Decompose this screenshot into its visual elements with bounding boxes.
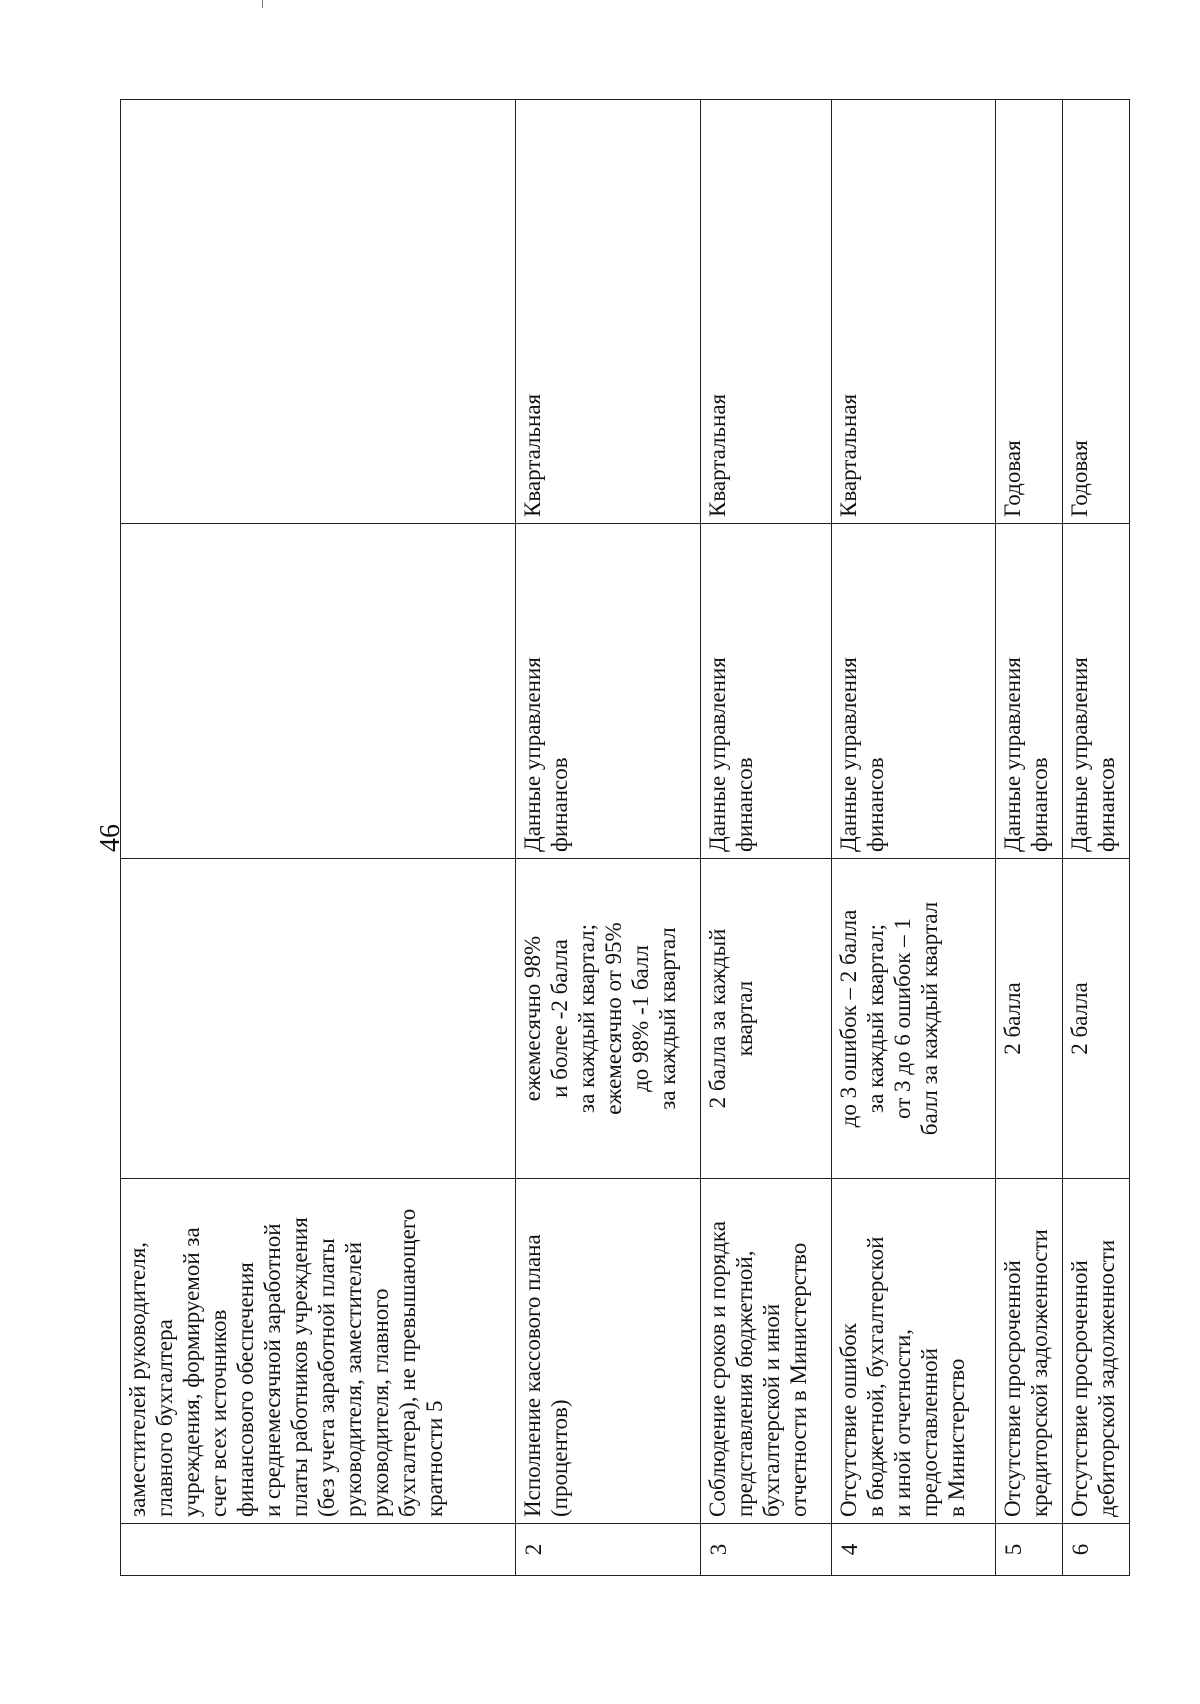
period-cell: Квартальная bbox=[832, 100, 996, 524]
score-cell: 2 балла bbox=[1063, 859, 1130, 1179]
row-number-cell: 6 bbox=[1063, 1524, 1130, 1576]
source-cell: Данные управления финансов bbox=[700, 524, 832, 859]
score-cell: до 3 ошибок – 2 балла за каждый квартал; от 3 до 6 ошибок – 1 балл за каждый квартал bbox=[832, 859, 996, 1179]
period-cell: Годовая bbox=[996, 100, 1063, 524]
table-row bbox=[1063, 100, 1130, 1576]
source-cell: Данные управления финансов bbox=[1063, 524, 1130, 859]
criterion-cell: Отсутствие просроченной дебиторской задолженности bbox=[1063, 1179, 1130, 1524]
row-number-cell: 4 bbox=[832, 1524, 996, 1576]
table-rotated-wrapper bbox=[120, 100, 1130, 1576]
source-cell: Данные управления финансов bbox=[515, 524, 700, 859]
criterion-cell: Отсутствие просроченной кредиторской задолженности bbox=[996, 1179, 1063, 1524]
score-cell: 2 балла за каждый квартал bbox=[700, 859, 832, 1179]
table-row bbox=[996, 100, 1063, 1576]
table-row bbox=[832, 100, 996, 1576]
criterion-cell: Отсутствие ошибок в бюджетной, бухгалтерской и иной отчетности, предоставленной в Министерство bbox=[832, 1179, 996, 1524]
criteria-table bbox=[120, 99, 1130, 1576]
score-cell: 2 балла bbox=[996, 859, 1063, 1179]
criterion-cell: Соблюдение сроков и порядка представления бюджетной, бухгалтерской и иной отчетности в Министерство bbox=[700, 1179, 832, 1524]
source-cell: Данные управления финансов bbox=[832, 524, 996, 859]
period-cell: Квартальная bbox=[700, 100, 832, 524]
row-number-cell: 3 bbox=[700, 1524, 832, 1576]
table-row bbox=[121, 100, 516, 1576]
period-cell: Квартальная bbox=[515, 100, 700, 524]
table-row bbox=[515, 100, 700, 1576]
period-cell bbox=[121, 100, 516, 524]
criterion-cell: Исполнение кассового плана (процентов) bbox=[515, 1179, 700, 1524]
row-number-cell: 5 bbox=[996, 1524, 1063, 1576]
row-number-cell bbox=[121, 1524, 516, 1576]
criterion-cell: заместителей руководителя, главного бухгалтера учреждения, формируемой за счет всех источников финансового обеспечения и среднемесячной заработной платы работников учреждения (без учета заработной платы руководителя, заместителей руководителя, главного бухгалтера), не превышающего кратности 5 bbox=[121, 1179, 516, 1524]
score-cell bbox=[121, 859, 516, 1179]
period-cell: Годовая bbox=[1063, 100, 1130, 524]
table-row bbox=[700, 100, 832, 1576]
source-cell: Данные управления финансов bbox=[996, 524, 1063, 859]
source-cell bbox=[121, 524, 516, 859]
row-number-cell: 2 bbox=[515, 1524, 700, 1576]
page-number: 46 bbox=[95, 824, 126, 852]
score-cell: ежемесячно 98% и более -2 балла за каждый квартал; ежемесячно от 95% до 98% -1 балл за каждый квартал bbox=[515, 859, 700, 1179]
scan-mark bbox=[262, 0, 263, 8]
